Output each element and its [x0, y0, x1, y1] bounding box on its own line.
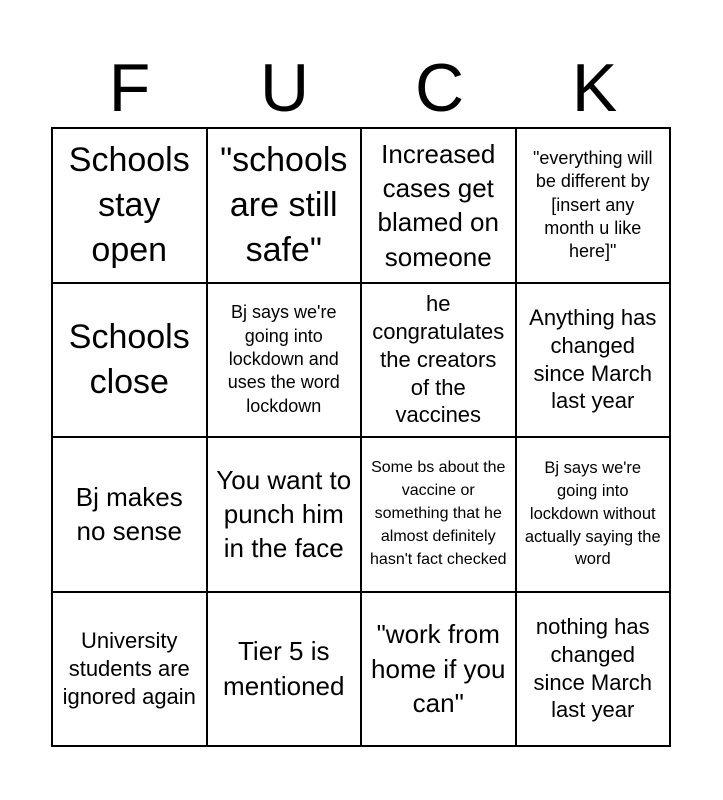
header-letter-c: C [414, 50, 465, 126]
bingo-cell[interactable] [361, 128, 516, 283]
bingo-cell[interactable] [207, 128, 362, 283]
bingo-cell[interactable] [361, 283, 516, 438]
bingo-cell-text: "everything will be different by [insert any month u like here]" [533, 147, 653, 262]
bingo-cell[interactable] [52, 283, 207, 438]
bingo-cell-text: Anything has changed since March last year [529, 305, 657, 414]
bingo-cell-text: Bj makes no sense [75, 481, 183, 547]
bingo-cell-text: "work from home if you can" [371, 619, 506, 718]
header-letter-f: F [108, 50, 151, 126]
bingo-cell[interactable] [516, 437, 671, 592]
bingo-cell-text: Some bs about the vaccine or something that he almost definitely hasn't fact checked [370, 459, 507, 568]
bingo-cell-text: Increased cases get blamed on someone [377, 138, 499, 272]
header-letter-u: U [259, 50, 310, 126]
bingo-cell-text: University students are ignored again [62, 628, 196, 709]
bingo-cell-text: You want to punch him in the face [216, 464, 352, 564]
bingo-grid [51, 127, 671, 747]
bingo-cell-text: Bj says we're going into lockdown without actually saying the word [524, 459, 661, 569]
bingo-cell[interactable] [207, 283, 362, 438]
bingo-cell-text: Tier 5 is mentioned [223, 636, 345, 701]
bingo-cell[interactable] [516, 592, 671, 747]
bingo-cell-text: nothing has changed since March last year [533, 614, 653, 723]
bingo-cell[interactable] [361, 592, 516, 747]
bingo-cell[interactable] [516, 283, 671, 438]
bingo-cell[interactable] [52, 437, 207, 592]
bingo-header [52, 52, 672, 124]
bingo-cell-text: Schools close [68, 317, 190, 401]
bingo-cell[interactable] [207, 437, 362, 592]
header-letter-k: K [571, 50, 618, 126]
bingo-cell[interactable] [207, 592, 362, 747]
bingo-cell[interactable] [361, 437, 516, 592]
bingo-cell-text: "schools are still safe" [220, 140, 348, 269]
bingo-cell-text: Schools stay open [68, 140, 190, 269]
bingo-cell[interactable] [52, 128, 207, 283]
bingo-cell[interactable] [52, 592, 207, 747]
bingo-cell[interactable] [516, 128, 671, 283]
bingo-cell-text: Bj says we're going into lockdown and uses the word lockdown [227, 302, 340, 416]
bingo-cell-text: he congratulates the creators of the vaccines [372, 291, 505, 428]
